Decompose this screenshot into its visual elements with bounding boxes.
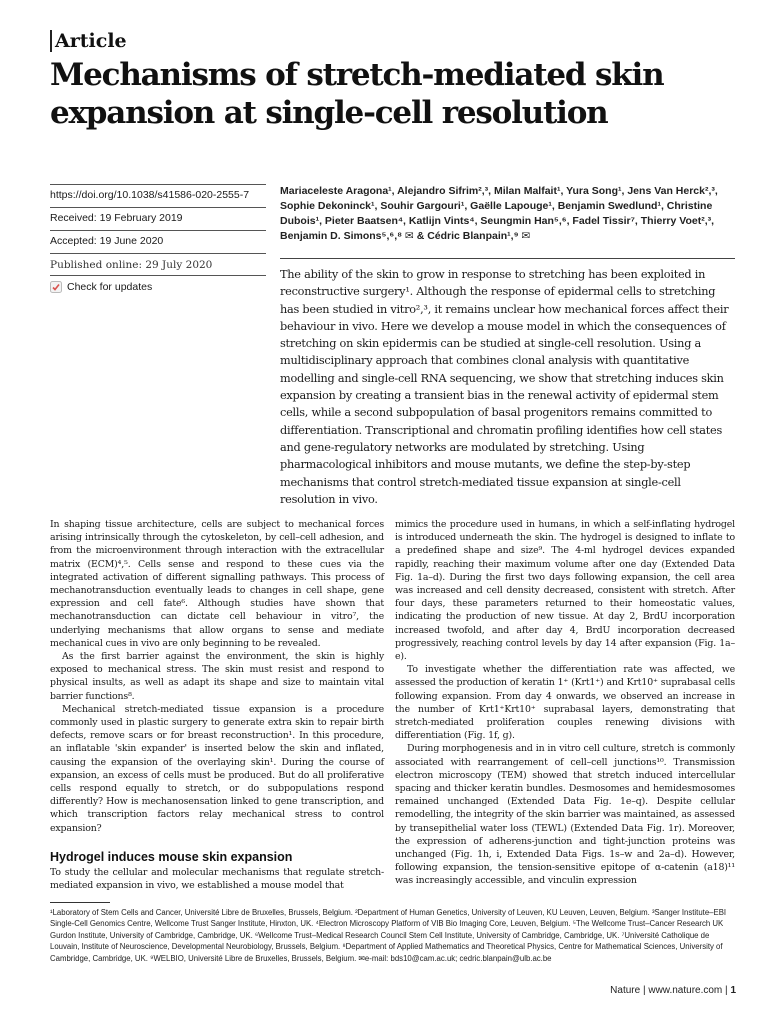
affiliations-footnote: ¹Laboratory of Stem Cells and Cancer, Université Libre de Bruxelles, Brussels, Belgium. ²Department of Human Genetics, University of Leuven, KU Leuven, Leuven, Belgium. ³Sanger Institute–EBI Single-Cell Genomics Centre, Wellcome Trust Sanger Institute, Hinxton, UK. ⁴Electron Microscopy Platform of VIB Bio Imaging Core, Leuven, Belgium. ⁵The Wellcome Trust–Cancer Research UK Gurdon Institute, University of Cambridge, Cambridge, UK. ⁶Wellcome Trust–Medical Research Council Stem Cell Institute, University of Cambridge, Cambridge, UK. ⁷Université Catholique de Louvain, Institute of Neuroscience, Developmental Neurobiology, Brussels, Belgium. ⁸Department of Applied Mathematics and Theoretical Physics, Centre for Mathematical Sciences, University of Cambridge, Cambridge, UK. ⁹WELBIO, Université Libre de Bruxelles, Brussels, Belgium. ✉e-mail: bds10@cam.ac.uk; cedric.blanpain@ulb.ac.be bbox=[50, 908, 727, 963]
footer-separator: | bbox=[642, 985, 649, 996]
journal-name: Nature bbox=[610, 985, 641, 996]
paragraph: As the first barrier against the environment, the skin is highly exposed to mechanical stress. The skin must resist and respond to physical insults, as well as adapt its shape and size to maintain vital barrier functions⁸. bbox=[50, 651, 384, 702]
section-intro bbox=[50, 866, 384, 892]
author-list: Mariaceleste Aragona¹, Alejandro Sifrim²,³, Milan Malfait¹, Yura Song¹, Jens Van Herck²,³, Sophie Dekoninck¹, Souhir Gargouri¹, Gaëlle Lapouge¹, Benjamin Swedlund¹, Christine Dubois¹, Pieter Baatsen⁴, Katlijn Vints⁴, Seungmin Han⁵,⁶, Fadel Tissir⁷, Thierry Voet²,³, Benjamin D. Simons⁵,⁶,⁸ ✉ & Cédric Blanpain¹,⁹ ✉ bbox=[280, 185, 718, 242]
page-number: 1 bbox=[730, 985, 736, 996]
article-type: Article bbox=[55, 30, 127, 52]
body-column-right bbox=[395, 518, 735, 888]
paragraph: Mechanical stretch-mediated tissue expansion is a procedure commonly used in plastic surgery to generate extra skin to repair birth defects, remove scars or for breast reconstruction¹. In this procedure, an inflatable 'skin expander' is inserted below the skin and inflated, causing the expansion of the overlaying skin¹. During the course of expansion, an excess of cells must be produced. But do all proliferative cells respond equally to stretch, or do subpopulations respond differently? How is mechanosensation linked to gene transcription, and which transcription factors relay mechanical stress to control expansion? bbox=[50, 703, 384, 834]
paragraph: To study the cellular and molecular mechanisms that regulate stretch-mediated expansion in vivo, we established a mouse model that bbox=[50, 867, 384, 892]
footnote-divider bbox=[50, 902, 110, 903]
article-title: Mechanisms of stretch-mediated skin expansion at single-cell resolution bbox=[50, 57, 664, 131]
article-meta bbox=[50, 184, 266, 293]
check-updates-label: Check for updates bbox=[67, 281, 153, 293]
received-date: Received: 19 February 2019 bbox=[50, 208, 266, 231]
published-date: Published online: 29 July 2020 bbox=[50, 259, 213, 271]
article-type-bar bbox=[50, 30, 52, 52]
check-for-updates-button[interactable] bbox=[50, 275, 266, 293]
footer-separator: | bbox=[725, 985, 731, 996]
body-column-left bbox=[50, 518, 384, 835]
doi-link[interactable]: https://doi.org/10.1038/s41586-020-2555-7 bbox=[50, 184, 266, 208]
abstract: The ability of the skin to grow in response to stretching has been exploited in reconstructive surgery¹. Although the response of epidermal cells to stretching has been studied in vitro²,³, it remains unclear how mechanical forces affect their behaviour in vivo. Here we develop a mouse model in which the consequences of stretching on skin epidermis can be studied at single-cell resolution. Using a multidisciplinary approach that combines clonal analysis with quantitative modelling and single-cell RNA sequencing, we show that stretching induces skin expansion by creating a transient bias in the renewal activity of epidermal stem cells, while a second subpopulation of basal progenitors remains committed to differentiation. Transcriptional and chromatin profiling identifies how cell states and gene-regulatory networks are modulated by stretching. Using pharmacological inhibitors and mouse mutants, we define the step-by-step mechanisms that control stretch-mediated tissue expansion at single-cell resolution in vivo. bbox=[280, 268, 729, 506]
accepted-date: Accepted: 19 June 2020 bbox=[50, 231, 266, 254]
page-footer bbox=[610, 985, 736, 996]
section-heading: Hydrogel induces mouse skin expansion bbox=[50, 850, 293, 864]
check-updates-icon bbox=[50, 281, 62, 293]
paragraph: To investigate whether the differentiation rate was affected, we assessed the production of keratin 1⁺ (Krt1⁺) and Krt10⁺ suprabasal cells following expansion. From day 4 onwards, we observed an increase in the number of Krt1⁺Krt10⁺ suprabasal layers, demonstrating that stretch-mediated proliferation couples renewing divisions with differentiation (Fig. 1f, g). bbox=[395, 664, 735, 742]
journal-website[interactable]: www.nature.com bbox=[648, 985, 723, 996]
paragraph: During morphogenesis and in in vitro cell culture, stretch is commonly associated with rearrangement of cell–cell junctions¹⁰. Transmission electron microscopy (TEM) showed that stretch induced intercellular spacing and thicker keratin bundles. Desmosomes and hemidesmosomes remained unchanged (Extended Data Fig. 1e–q). Despite cellular remodelling, the integrity of the skin barrier was maintained, as assessed by transepithelial water loss (TEWL) (Extended Data Fig. 1r). Moreover, the expression of adherens-junction and tight-junction proteins was unchanged (Fig. 1h, i, Extended Data Figs. 1s–w and 2a–d). However, following expansion, the tension-sensitive epitope of α-catenin (a18)¹¹ was increasingly accessible, and vinculin expression bbox=[395, 743, 735, 887]
paragraph: In shaping tissue architecture, cells are subject to mechanical forces arising intrinsically through the cytoskeleton, by cell–cell adhesion, and from the microenvironment through interaction with the extracellular matrix (ECM)⁴,⁵. Cells sense and respond to these cues via the integrated activation of different signalling pathways. This process of mechanotransduction eventually leads to changes in cell shape, gene expression and cell fate⁶. Although studies have shown that mechanotransduction can dictate cell behaviour in vitro⁷, the underlying mechanisms that allow organs to sense and mediate mechanical cues in vivo are only beginning to be revealed. bbox=[50, 519, 384, 649]
abstract-divider bbox=[280, 258, 735, 259]
paragraph: mimics the procedure used in humans, in which a self-inflating hydrogel is introduced underneath the skin. The hydrogel is designed to inflate to a predefined shape and size⁹. The 4-ml hydrogel devices expanded rapidly, reaching their maximum volume after one day (Extended Data Fig. 1a–d). During the first two days following expansion, the cell area was increased and cell density decreased, consistent with stretch. After four days, these parameters returned to their homeostatic values, indicating the production of new tissue. At day 2, BrdU incorporation increased twofold, and after day 4, BrdU incorporation decreased progressively, reaching control levels by day 14 after expansion (Fig. 1a–e). bbox=[395, 519, 735, 663]
